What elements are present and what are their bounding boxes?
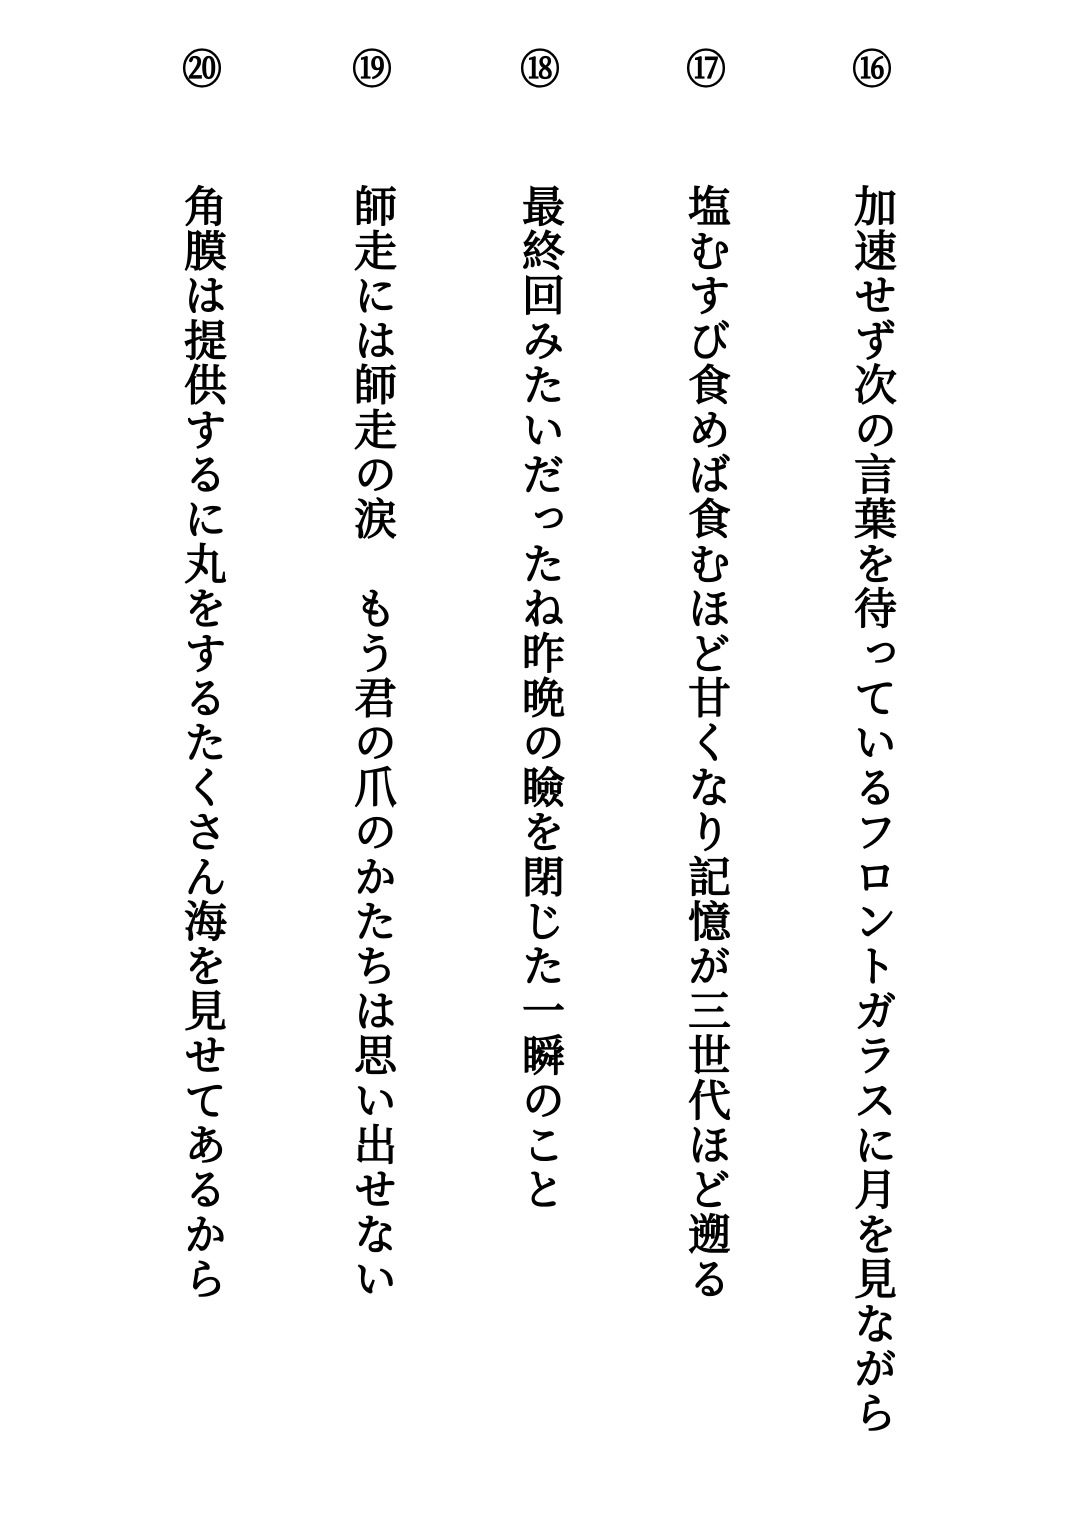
poem-16 — [840, 46, 904, 1436]
poem-number: ⑰ — [686, 46, 726, 93]
poem-20 — [170, 46, 234, 1302]
poem-text: 最終回みたいだったね昨晩の瞼を閉じた一瞬のこと — [515, 184, 565, 1213]
poem-17 — [674, 46, 738, 1302]
poem-18 — [508, 46, 572, 1212]
poem-text: 塩むすび食めば食むほど甘くなり記憶が三世代ほど遡る — [681, 184, 731, 1302]
poem-number: ⑳ — [182, 46, 222, 93]
poem-text: 加速せず次の言葉を待っているフロントガラスに月を見ながら — [847, 184, 897, 1436]
poem-19 — [340, 46, 404, 1302]
poem-number: ⑲ — [352, 46, 392, 93]
poem-text: 師走には師走の涙 もう君の爪のかたちは思い出せない — [347, 184, 397, 1302]
poem-text: 角膜は提供するに丸をするたくさん海を見せてあるから — [177, 184, 227, 1302]
poem-number: ⑱ — [520, 46, 560, 93]
poem-number: ⑯ — [852, 46, 892, 93]
